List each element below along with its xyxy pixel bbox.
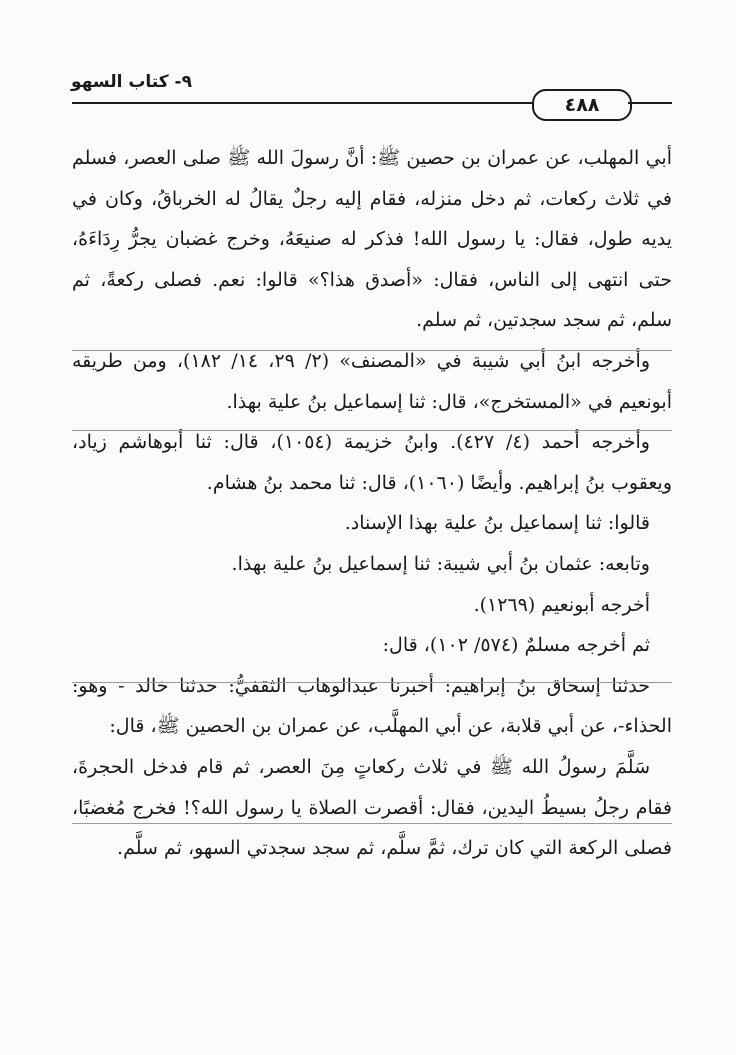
paragraph-qalu: قالوا: ثنا إسماعيل بنُ علية بهذا الإسناد. [344, 512, 650, 535]
paragraph-hadith-text: أبي المهلب، عن عمران بن حصين ﷺ: أنَّ رسولَ الله ﷺ صلى العصر، فسلم في ثلاث ركعات، ثم دخل منزله، فقام إليه رجلٌ يقالُ له الخرباقُ، وكان في يديه طول، فقال: يا رسول الله! فذكر له صنيعَهُ، وخرج غضبان يجرُّ رِدَاءَهُ، حتى انتهى إلى الناس، فقال: «أصدق هذا؟» قالوا: نعم. فصلى ركعةً، ثم سلم، ثم سجد سجدتين، ثم سلم. [72, 147, 672, 332]
separator-line [72, 350, 672, 351]
header-rule [72, 102, 532, 104]
paragraph-takhrij-ibn-abi-shayba: وأخرجه ابنُ أبي شيبة في «المصنف» (٢/ ٢٩، ١٤/ ١٨٢)، ومن طريقه أبونعيم في «المستخرج»، قال: ثنا إسماعيل بنُ علية بهذا. [72, 349, 672, 413]
separator-line [72, 682, 672, 683]
paragraph-matn: سَلَّمَ رسولُ الله ﷺ في ثلاث ركعاتٍ مِنَ العصر، ثم قام فدخل الحجرةَ، فقام رجلُ بسيطُ اليدين، فقال: أقصرت الصلاة يا رسول الله؟! فخرج مُغضبًا، فصلى الركعة التي كان ترك، ثمَّ سلَّم، ثم سجد سجدتي السهو، ثم سلَّم. [72, 755, 672, 860]
chapter-title: ٩- كتاب السهو [71, 72, 192, 92]
separator-line [72, 823, 672, 824]
separator-line [72, 430, 672, 431]
header-rule-right [628, 102, 672, 104]
paragraph-takhrij-ahmad: وأخرجه أحمد (٤/ ٤٢٧). وابنُ خزيمة (١٠٥٤)، قال: ثنا أبوهاشم زياد، ويعقوب بنُ إبراهيم. وأيضًا (١٠٦٠)، قال: ثنا محمد بنُ هشام. [72, 431, 672, 494]
page-header [0, 0, 736, 130]
page-body [72, 138, 672, 869]
paragraph-isnad: حدثنا إسحاق بنُ إبراهيم: أخبرنا عبدالوهاب الثقفيُّ: حدثنا خالد - وهو: الحذاء-، عن أبي قلابة، عن أبي المهلَّب، عن عمران بن الحصين ﷺ، قال: [72, 674, 672, 738]
page-number-box [532, 89, 632, 121]
paragraph-abu-nuaym: أخرجه أبونعيم (١٢٦٩). [473, 593, 650, 616]
page-number: ٤٨٨ [564, 94, 600, 116]
paragraph-tabaahu: وتابعه: عثمان بنُ أبي شيبة: ثنا إسماعيل بنُ علية بهذا. [231, 552, 650, 575]
paragraph-muslim: ثم أخرجه مسلمٌ (٥٧٤/ ١٠٢)، قال: [382, 634, 650, 657]
